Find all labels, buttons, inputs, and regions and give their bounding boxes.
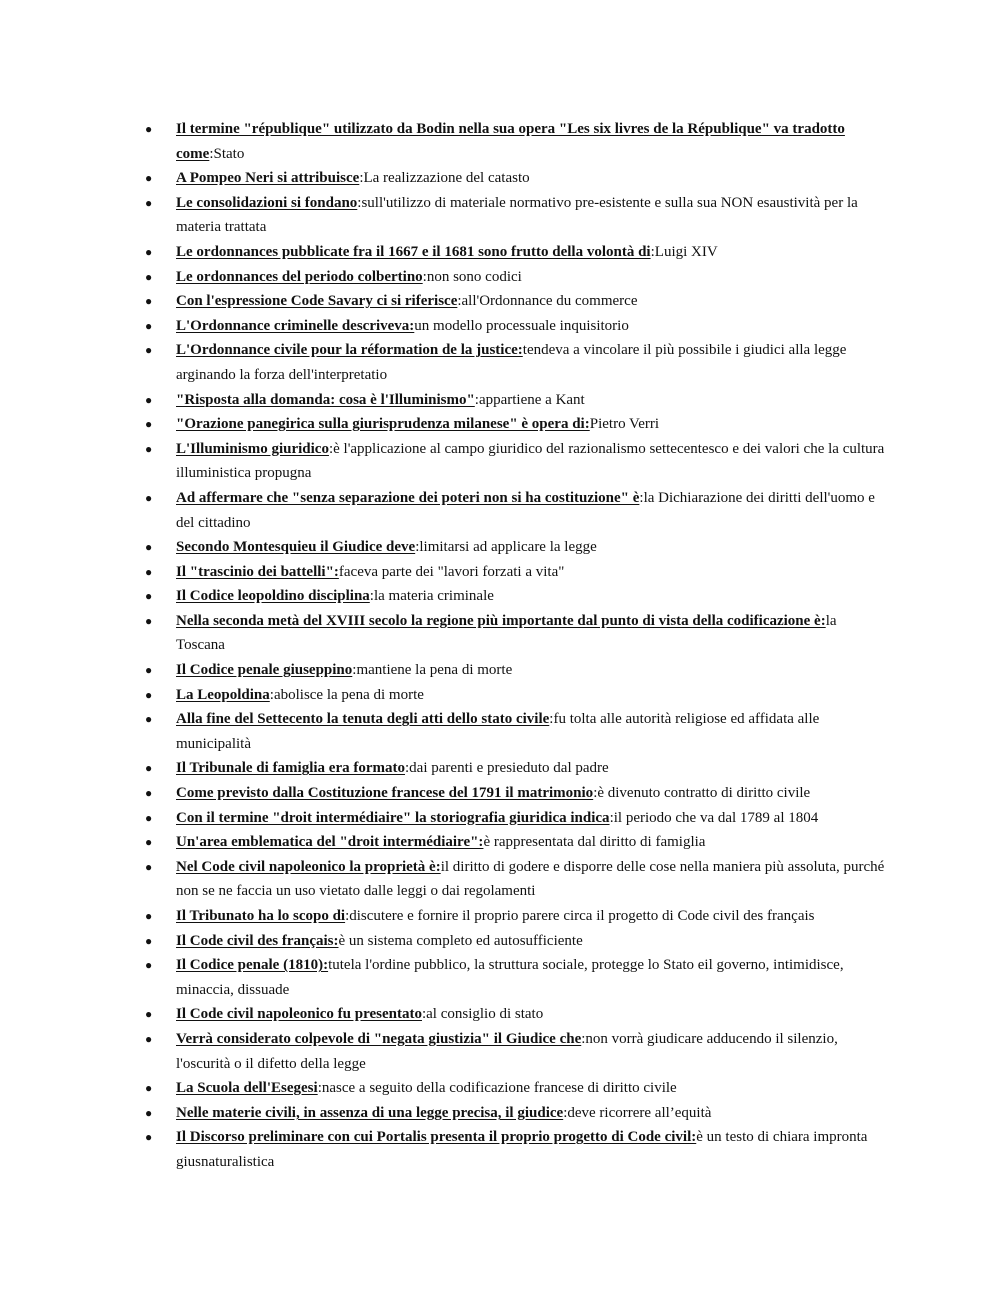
question: Un'area emblematica del "droit intermédiaire": bbox=[176, 834, 484, 851]
bullet-icon: ● bbox=[145, 195, 153, 210]
answer: :non sono codici bbox=[422, 268, 522, 285]
question: L'Illuminismo giuridico bbox=[176, 440, 329, 457]
list-item bbox=[142, 117, 887, 166]
answer: è un sistema completo ed autosufficiente bbox=[338, 932, 583, 949]
question: "Orazione panegirica sulla giurisprudenza milanese" è opera di: bbox=[176, 416, 590, 433]
bullet-icon: ● bbox=[145, 835, 153, 850]
bullet-icon: ● bbox=[145, 761, 153, 776]
question: Il Discorso preliminare con cui Portalis presenta il proprio progetto di Code civil: bbox=[176, 1129, 697, 1146]
qa-list bbox=[142, 117, 887, 1175]
question: Il termine "république" utilizzato da Bodin nella sua opera "Les six livres de la République" va tradotto come bbox=[176, 121, 845, 162]
answer: :limitarsi ad applicare la legge bbox=[415, 539, 597, 556]
question: Il Tribunale di famiglia era formato bbox=[176, 760, 406, 777]
bullet-icon: ● bbox=[145, 1081, 153, 1096]
bullet-icon: ● bbox=[145, 1105, 153, 1120]
question: Alla fine del Settecento la tenuta degli atti dello stato civile bbox=[176, 711, 550, 728]
list-item bbox=[142, 707, 887, 756]
bullet-icon: ● bbox=[145, 786, 153, 801]
question: Nel Code civil napoleonico la proprietà è: bbox=[176, 858, 441, 875]
list-item bbox=[142, 535, 887, 560]
answer: :Luigi XIV bbox=[650, 243, 718, 260]
list-item bbox=[142, 265, 887, 290]
question: L'Ordonnance civile pour la réformation de la justice: bbox=[176, 342, 523, 359]
question: Il "trascinio dei battelli": bbox=[176, 563, 339, 580]
bullet-icon: ● bbox=[145, 1130, 153, 1145]
list-item bbox=[142, 314, 887, 339]
answer: faceva parte dei "lavori forzati a vita" bbox=[338, 563, 565, 580]
bullet-icon: ● bbox=[145, 687, 153, 702]
list-item bbox=[142, 1125, 887, 1174]
list-item bbox=[142, 289, 887, 314]
question: Verrà considerato colpevole di "negata giustizia" il Giudice che bbox=[176, 1030, 582, 1047]
answer: :abolisce la pena di morte bbox=[269, 686, 424, 703]
question: Il Tribunato ha lo scopo di bbox=[176, 908, 346, 924]
question: Il Codice penale (1810): bbox=[176, 957, 329, 974]
answer: :al consiglio di stato bbox=[421, 1006, 544, 1023]
bullet-icon: ● bbox=[145, 933, 153, 948]
list-item bbox=[142, 437, 887, 486]
list-item bbox=[142, 781, 887, 806]
answer: tutela l'ordine pubblico, la struttura sociale, protegge lo Stato eil governo, intimidisce, minaccia, dissuade bbox=[176, 957, 844, 998]
question: Le ordonnances del periodo colbertino bbox=[176, 268, 423, 285]
answer: :Stato bbox=[209, 145, 245, 162]
bullet-icon: ● bbox=[145, 1031, 153, 1046]
list-item bbox=[142, 191, 887, 240]
question: Il Code civil napoleonico fu presentato bbox=[176, 1006, 422, 1023]
answer: :la Dichiarazione dei diritti dell'uomo e del cittadino bbox=[176, 489, 875, 531]
list-item bbox=[142, 953, 887, 1002]
list-item bbox=[142, 855, 887, 904]
list-item bbox=[142, 1027, 887, 1076]
list-item bbox=[142, 658, 887, 683]
bullet-icon: ● bbox=[145, 1007, 153, 1022]
question: Nelle materie civili, in assenza di una legge precisa, il giudice bbox=[176, 1104, 564, 1121]
bullet-icon: ● bbox=[145, 244, 153, 259]
bullet-icon: ● bbox=[145, 171, 153, 186]
question: Con l'espressione Code Savary ci si riferisce bbox=[176, 293, 458, 310]
bullet-icon: ● bbox=[145, 343, 153, 358]
answer: :discutere e fornire il proprio parere circa il progetto di Code civil des français bbox=[345, 908, 815, 924]
bullet-icon: ● bbox=[145, 417, 153, 432]
answer: :è divenuto contratto di diritto civile bbox=[593, 785, 811, 802]
answer: :è l'applicazione al campo giuridico del razionalismo settecentesco e dei valori che la cultura illuministica propugna bbox=[176, 440, 885, 482]
bullet-icon: ● bbox=[145, 441, 153, 456]
list-item bbox=[142, 929, 887, 954]
answer: è rappresentata dal diritto di famiglia bbox=[483, 834, 706, 851]
list-item bbox=[142, 486, 887, 535]
question: La Leopoldina bbox=[176, 686, 270, 703]
question: Le ordonnances pubblicate fra il 1667 e il 1681 sono frutto della volontà di bbox=[176, 243, 651, 260]
bullet-icon: ● bbox=[145, 613, 153, 628]
list-item bbox=[142, 338, 887, 387]
bullet-icon: ● bbox=[145, 294, 153, 309]
answer: :non vorrà giudicare adducendo il silenzio, l'oscurità o il difetto della legge bbox=[176, 1030, 838, 1072]
bullet-icon: ● bbox=[145, 564, 153, 579]
bullet-icon: ● bbox=[145, 589, 153, 604]
question: Secondo Montesquieu il Giudice deve bbox=[176, 539, 416, 556]
question: Nella seconda metà del XVIII secolo la regione più importante dal punto di vista della codificazione è: bbox=[176, 612, 826, 629]
bullet-icon: ● bbox=[145, 663, 153, 678]
bullet-icon: ● bbox=[145, 540, 153, 555]
answer: :La realizzazione del catasto bbox=[359, 170, 530, 187]
list-item bbox=[142, 166, 887, 191]
answer: un modello processuale inquisitorio bbox=[414, 317, 629, 334]
bullet-icon: ● bbox=[145, 810, 153, 825]
question: Il Codice penale giuseppino bbox=[176, 662, 353, 679]
list-item bbox=[142, 584, 887, 609]
bullet-icon: ● bbox=[145, 318, 153, 333]
answer: :la materia criminale bbox=[369, 588, 494, 605]
list-item bbox=[142, 412, 887, 437]
list-item bbox=[142, 560, 887, 585]
question: L'Ordonnance criminelle descriveva: bbox=[176, 317, 415, 334]
list-item bbox=[142, 1076, 887, 1101]
question: La Scuola dell'Esegesi bbox=[176, 1080, 318, 1097]
list-item bbox=[142, 756, 887, 781]
list-item bbox=[142, 683, 887, 708]
question: "Risposta alla domanda: cosa è l'Illuminismo" bbox=[176, 391, 475, 408]
answer: :mantiene la pena di morte bbox=[352, 662, 513, 679]
list-item bbox=[142, 830, 887, 855]
list-item bbox=[142, 1002, 887, 1027]
answer: :il periodo che va dal 1789 al 1804 bbox=[609, 809, 819, 826]
answer: :sull'utilizzo di materiale normativo pre-esistente e sulla sua NON esaustività per la materia trattata bbox=[176, 194, 858, 236]
answer: :appartiene a Kant bbox=[474, 391, 585, 408]
bullet-icon: ● bbox=[145, 909, 153, 923]
answer: la Toscana bbox=[176, 612, 837, 654]
bullet-icon: ● bbox=[145, 269, 153, 284]
list-item bbox=[142, 240, 887, 265]
answer: il diritto di godere e disporre delle cose nella maniera più assoluta, purché non se ne faccia un uso vietato dalle leggi o dai regolamenti bbox=[176, 858, 885, 900]
answer: è un testo di chiara impronta giusnaturalistica bbox=[176, 1129, 868, 1170]
bullet-icon: ● bbox=[145, 958, 153, 973]
answer: :nasce a seguito della codificazione francese di diritto civile bbox=[317, 1080, 677, 1097]
question: Il Codice leopoldino disciplina bbox=[176, 588, 370, 605]
question: Come previsto dalla Costituzione francese del 1791 il matrimonio bbox=[176, 785, 594, 802]
list-item bbox=[142, 609, 887, 658]
answer: :all'Ordonnance du commerce bbox=[457, 293, 638, 310]
bullet-icon: ● bbox=[145, 859, 153, 874]
bullet-icon: ● bbox=[145, 490, 153, 505]
answer: Pietro Verri bbox=[589, 416, 660, 433]
question: Ad affermare che "senza separazione dei poteri non si ha costituzione" è bbox=[176, 489, 640, 506]
bullet-icon: ● bbox=[145, 392, 153, 407]
bullet-icon: ● bbox=[145, 122, 153, 136]
list-item bbox=[142, 806, 887, 831]
answer: tendeva a vincolare il più possibile i giudici alla legge arginando la forza dell'interpretatio bbox=[176, 342, 847, 383]
question: Le consolidazioni si fondano bbox=[176, 194, 358, 211]
list-item bbox=[142, 1101, 887, 1126]
question: A Pompeo Neri si attribuisce bbox=[176, 170, 360, 187]
question: Il Code civil des français: bbox=[176, 932, 339, 949]
answer: :fu tolta alle autorità religiose ed affidata alle municipalità bbox=[176, 711, 820, 752]
list-item bbox=[142, 388, 887, 413]
answer: :deve ricorrere all’equità bbox=[563, 1104, 712, 1121]
answer: :dai parenti e presieduto dal padre bbox=[405, 760, 609, 777]
list-item bbox=[142, 904, 887, 929]
bullet-icon: ● bbox=[145, 712, 153, 727]
question: Con il termine "droit intermédiaire" la storiografia giuridica indica bbox=[176, 809, 610, 826]
